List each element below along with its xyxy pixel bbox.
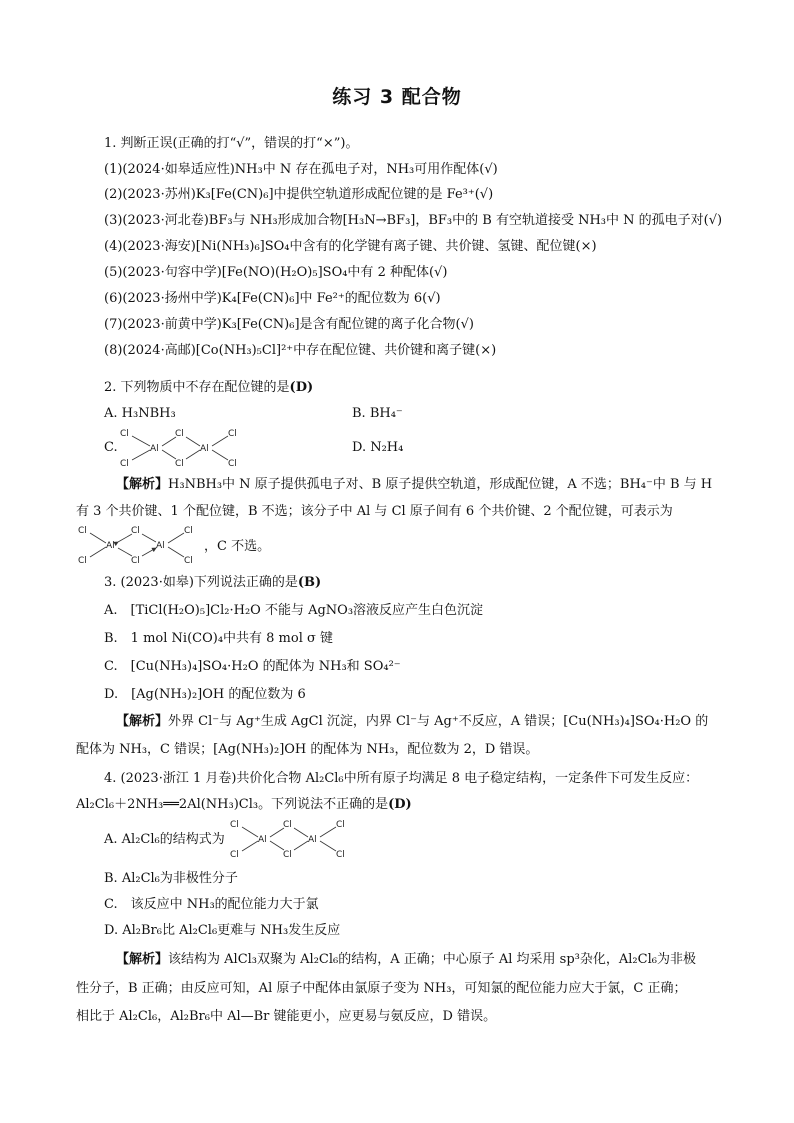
cl-atom-label: Cl bbox=[228, 459, 237, 469]
q4-analysis-line bbox=[116, 951, 696, 969]
cl-atom-label: Cl bbox=[131, 556, 140, 566]
q3-stem-text: 3. (2023·如皋)下列说法正确的是 bbox=[104, 575, 298, 590]
cl-atom-label: Cl bbox=[283, 820, 292, 830]
q2-analysis-line: 有 3 个共价键、1 个配位键，B 不选；该分子中 Al 与 Cl 原子间有 6 个共价键、2 个配位键，可表示为 bbox=[76, 504, 673, 519]
q2-option-d: D. N₂H₄ bbox=[352, 440, 404, 455]
cl-atom-label: Cl bbox=[131, 526, 140, 536]
al-atom-label: Al bbox=[308, 835, 317, 845]
q3-option: A. [TiCl(H₂O)₅]Cl₂·H₂O 不能与 AgNO₃溶液反应产生白色沉淀 bbox=[104, 603, 484, 618]
q2-coordination-structure bbox=[76, 523, 206, 571]
analysis-text: 该结构为 AlCl₃双聚为 Al₂Cl₆的结构，A 正确；中心原子 Al 均采用 sp³杂化，Al₂Cl₆为非极 bbox=[168, 952, 696, 967]
analysis-text: 外界 Cl⁻与 Ag⁺生成 AgCl 沉淀，内界 Cl⁻与 Ag⁺不反应，A 错误；[Cu(NH₃)₄]SO₄·H₂O 的 bbox=[168, 714, 709, 729]
q4-option-c: C. 该反应中 NH₃的配位能力大于氯 bbox=[104, 897, 319, 912]
q2-option-b: B. BH₄⁻ bbox=[352, 406, 403, 421]
q4-option-b: B. Al₂Cl₆为非极性分子 bbox=[104, 871, 238, 886]
q4-analysis-line: 性分子，B 正确；由反应可知，Al 原子中配体由氯原子变为 NH₃，可知氯的配位能力应大于氯，C 正确； bbox=[76, 981, 687, 996]
analysis-label: 【解析】 bbox=[116, 477, 169, 492]
q1-item: (6)(2023·扬州中学)K₄[Fe(CN)₆]中 Fe²⁺的配位数为 6(√) bbox=[104, 291, 441, 306]
q1-item: (3)(2023·河北卷)BF₃与 NH₃形成加合物[H₃N→BF₃]，BF₃中的 B 有空轨道接受 NH₃中 N 的孤电子对(√) bbox=[104, 213, 723, 228]
cl-atom-label: Cl bbox=[78, 526, 87, 536]
q4-option-a: A. Al₂Cl₆的结构式为 bbox=[104, 832, 225, 847]
cl-atom-label: Cl bbox=[175, 429, 184, 439]
al-atom-label: Al bbox=[106, 541, 115, 551]
cl-atom-label: Cl bbox=[283, 850, 292, 860]
cl-atom-label: Cl bbox=[228, 429, 237, 439]
q2-analysis-line: ，C 不选。 bbox=[204, 539, 271, 554]
q4-analysis-line: 相比于 Al₂Cl₆，Al₂Br₆中 Al—Br 键能更小，应更易与氨反应，D 错误。 bbox=[76, 1009, 497, 1024]
q1-item: (2)(2023·苏州)K₃[Fe(CN)₆]中提供空轨道形成配位键的是 Fe³⁺(√) bbox=[104, 187, 494, 202]
cl-atom-label: Cl bbox=[184, 556, 193, 566]
page-title: 练习 3 配合物 bbox=[332, 86, 462, 108]
q4-option-d: D. Al₂Br₆比 Al₂Cl₆更难与 NH₃发生反应 bbox=[104, 923, 341, 938]
cl-atom-label: Cl bbox=[230, 850, 239, 860]
q2-option-a: A. H₃NBH₃ bbox=[104, 406, 176, 421]
al-atom-label: Al bbox=[258, 835, 267, 845]
q4-stem-line bbox=[76, 796, 412, 814]
q3-analysis-line bbox=[116, 713, 708, 731]
cl-atom-label: Cl bbox=[336, 850, 345, 860]
q3-option: C. [Cu(NH₃)₄]SO₄·H₂O 的配体为 NH₃和 SO₄²⁻ bbox=[104, 659, 401, 674]
q1-item: (8)(2024·高邮)[Co(NH₃)₅Cl]²⁺中存在配位键、共价键和离子键(×) bbox=[104, 343, 497, 358]
q3-analysis-line: 配体为 NH₃，C 错误；[Ag(NH₃)₂]OH 的配体为 NH₃，配位数为 2，D 错误。 bbox=[76, 742, 539, 757]
q4-al2cl6-structure bbox=[228, 817, 358, 865]
q1-stem: 1. 判断正误(正确的打“√”，错误的打“×”)。 bbox=[104, 136, 359, 151]
q1-item: (1)(2024·如皋适应性)NH₃中 N 存在孤电子对，NH₃可用作配体(√) bbox=[104, 162, 498, 177]
q3-answer: (B) bbox=[297, 575, 322, 590]
q3-stem bbox=[104, 574, 321, 592]
cl-atom-label: Cl bbox=[78, 556, 87, 566]
cl-atom-label: Cl bbox=[175, 459, 184, 469]
q2-answer: (D) bbox=[289, 380, 314, 395]
q3-option: D. [Ag(NH₃)₂]OH 的配位数为 6 bbox=[104, 687, 306, 702]
q1-item: (7)(2023·前黄中学)K₃[Fe(CN)₆]是含有配位键的离子化合物(√) bbox=[104, 317, 474, 332]
cl-atom-label: Cl bbox=[230, 820, 239, 830]
q4-answer: (D) bbox=[388, 797, 412, 812]
al-atom-label: Al bbox=[156, 541, 165, 551]
cl-atom-label: Cl bbox=[184, 526, 193, 536]
cl-atom-label: Cl bbox=[120, 459, 129, 469]
q1-item: (4)(2023·海安)[Ni(NH₃)₆]SO₄中含有的化学键有离子键、共价键、氢键、配位键(×) bbox=[104, 239, 597, 254]
q4-stem-line: 4. (2023·浙江 1 月卷)共价化合物 Al₂Cl₆中所有原子均满足 8 电子稳定结构，一定条件下可发生反应： bbox=[104, 771, 699, 786]
cl-atom-label: Cl bbox=[120, 429, 129, 439]
analysis-text: H₃NBH₃中 N 原子提供孤电子对、B 原子提供空轨道，形成配位键，A 不选；BH₄⁻中 B 与 H bbox=[168, 477, 713, 492]
q1-item: (5)(2023·句容中学)[Fe(NO)(H₂O)₅]SO₄中有 2 种配体(√) bbox=[104, 265, 448, 280]
al-atom-label: Al bbox=[150, 444, 159, 454]
analysis-label: 【解析】 bbox=[116, 714, 169, 729]
q2-stem-text: 2. 下列物质中不存在配位键的是 bbox=[104, 380, 290, 395]
q2-al2cl6-structure bbox=[118, 426, 248, 474]
al-atom-label: Al bbox=[200, 444, 209, 454]
q3-option: B. 1 mol Ni(CO)₄中共有 8 mol σ 键 bbox=[104, 631, 334, 646]
q2-option-c: C. bbox=[104, 440, 118, 455]
q4-stem-text: Al₂Cl₆＋2NH₃══2Al(NH₃)Cl₃。下列说法不正确的是 bbox=[76, 797, 389, 812]
q2-stem bbox=[104, 379, 313, 397]
cl-atom-label: Cl bbox=[336, 820, 345, 830]
q2-analysis-line bbox=[116, 476, 712, 494]
analysis-label: 【解析】 bbox=[116, 952, 169, 967]
